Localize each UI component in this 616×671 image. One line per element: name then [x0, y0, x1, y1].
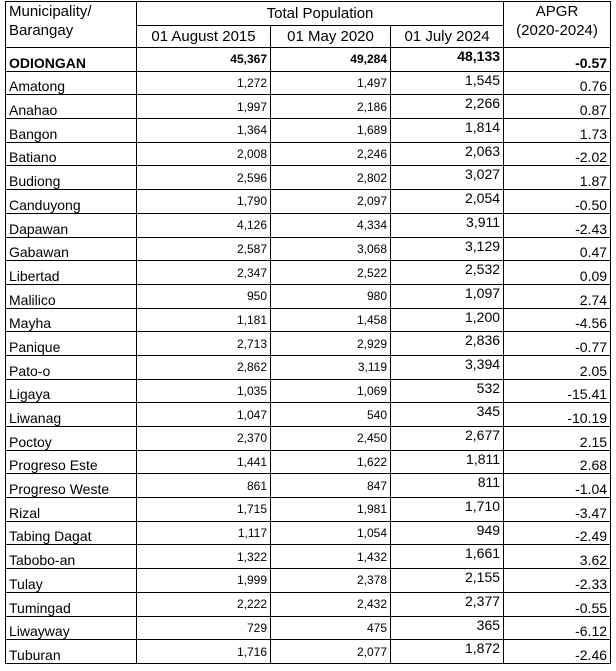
apgr-header [504, 2, 611, 48]
pop-2024-cell: 3,027 [391, 166, 504, 190]
pop-2020-cell: 2,522 [271, 261, 391, 285]
pop-2015-cell: 2,862 [137, 355, 271, 379]
pop-2015-cell: 729 [137, 616, 271, 640]
apgr-cell: -2.43 [504, 213, 611, 237]
pop-2020-cell: 2,450 [271, 427, 391, 451]
barangay-name: Poctoy [6, 427, 137, 451]
barangay-name: Progreso Este [6, 450, 137, 474]
barangay-name: Dapawan [6, 213, 137, 237]
apgr-cell: -4.56 [504, 308, 611, 332]
apgr-cell: 2.68 [504, 450, 611, 474]
pop-2020-cell: 4,334 [271, 213, 391, 237]
table-row [6, 474, 611, 498]
pop-2024-cell: 532 [391, 379, 504, 403]
table-header [6, 2, 611, 48]
table-body [6, 48, 611, 664]
pop-2020-cell: 2,186 [271, 95, 391, 119]
pop-2020-cell: 1,981 [271, 498, 391, 522]
apgr-cell: -0.50 [504, 190, 611, 214]
apgr-header-line2: (2020-2024) [516, 22, 598, 39]
table-row [6, 521, 611, 545]
pop-2015-cell: 1,716 [137, 640, 271, 664]
pop-2024-cell: 1,545 [391, 71, 504, 95]
pop-2024-cell: 1,200 [391, 308, 504, 332]
apgr-header-line1: APGR [535, 3, 579, 20]
apgr-cell: 3.62 [504, 545, 611, 569]
total-population-header: Total Population [137, 2, 504, 26]
table-row [6, 190, 611, 214]
pop-2015-cell: 1,715 [137, 498, 271, 522]
apgr-cell: 2.74 [504, 284, 611, 308]
apgr-cell: -2.33 [504, 569, 611, 593]
pop-2024-cell: 2,377 [391, 592, 504, 616]
barangay-name: Tulay [6, 569, 137, 593]
table-row [6, 498, 611, 522]
pop-2015-cell: 1,999 [137, 569, 271, 593]
pop-2020-cell: 2,378 [271, 569, 391, 593]
pop-2015-cell: 1,790 [137, 190, 271, 214]
pop-2015-cell: 950 [137, 284, 271, 308]
apgr-cell: -3.47 [504, 498, 611, 522]
barangay-name: Canduyong [6, 190, 137, 214]
pop-2020-cell: 2,246 [271, 142, 391, 166]
pop-2024-cell: 811 [391, 474, 504, 498]
barangay-name: Tabobo-an [6, 545, 137, 569]
pop-2020-cell: 1,622 [271, 450, 391, 474]
apgr-cell: -15.41 [504, 379, 611, 403]
barangay-name: Amatong [6, 71, 137, 95]
barangay-name: Budiong [6, 166, 137, 190]
pop-2024-cell: 2,532 [391, 261, 504, 285]
pop-2015-cell: 1,117 [137, 521, 271, 545]
apgr-cell: 0.09 [504, 261, 611, 285]
pop-2015-cell: 2,587 [137, 237, 271, 261]
barangay-name: Libertad [6, 261, 137, 285]
pop-2020-cell: 1,458 [271, 308, 391, 332]
barangay-name: Pato-o [6, 355, 137, 379]
pop-2015-cell: 2,370 [137, 427, 271, 451]
barangay-name: Liwayway [6, 616, 137, 640]
barangay-name: Tuburan [6, 640, 137, 664]
table-row [6, 71, 611, 95]
barangay-name: Rizal [6, 498, 137, 522]
table-row [6, 213, 611, 237]
pop-2024-cell: 2,063 [391, 142, 504, 166]
pop-2020-cell: 1,497 [271, 71, 391, 95]
pop-2024-cell: 1,814 [391, 119, 504, 143]
pop-2015-cell: 1,441 [137, 450, 271, 474]
pop-2024-cell: 2,677 [391, 427, 504, 451]
table-row [6, 545, 611, 569]
pop-2020-cell: 2,097 [271, 190, 391, 214]
table-row [6, 355, 611, 379]
pop-2020-cell: 2,929 [271, 332, 391, 356]
pop-2024-cell: 3,911 [391, 213, 504, 237]
table-row [6, 640, 611, 664]
barangay-name: Tabing Dagat [6, 521, 137, 545]
barangay-name: Ligaya [6, 379, 137, 403]
population-table [5, 1, 611, 664]
pop-2020-cell: 2,077 [271, 640, 391, 664]
table-row [6, 166, 611, 190]
table-row [6, 379, 611, 403]
barangay-name: Tumingad [6, 592, 137, 616]
apgr-cell: -0.77 [504, 332, 611, 356]
pop-2015-cell: 861 [137, 474, 271, 498]
pop-2020-cell: 1,054 [271, 521, 391, 545]
apgr-cell: 1.73 [504, 119, 611, 143]
apgr-cell: -0.55 [504, 592, 611, 616]
barangay-name: Liwanag [6, 403, 137, 427]
pop-2024-cell: 2,266 [391, 95, 504, 119]
barangay-name: Bangon [6, 119, 137, 143]
summary-pop-2020: 49,284 [271, 48, 391, 72]
table-row [6, 450, 611, 474]
pop-2024-cell: 3,394 [391, 355, 504, 379]
pop-2015-cell: 1,364 [137, 119, 271, 143]
apgr-cell: 0.76 [504, 71, 611, 95]
pop-2015-cell: 1,322 [137, 545, 271, 569]
pop-2024-cell: 3,129 [391, 237, 504, 261]
pop-2015-cell: 1,997 [137, 95, 271, 119]
pop-2020-cell: 847 [271, 474, 391, 498]
apgr-cell: -2.49 [504, 521, 611, 545]
apgr-cell: 1.87 [504, 166, 611, 190]
pop-2015-cell: 2,008 [137, 142, 271, 166]
year-header-2015: 01 August 2015 [137, 26, 271, 48]
municipality-header-line2: Barangay [9, 22, 74, 39]
table-row [6, 308, 611, 332]
pop-2015-cell: 2,713 [137, 332, 271, 356]
apgr-cell: 0.87 [504, 95, 611, 119]
pop-2024-cell: 949 [391, 521, 504, 545]
pop-2015-cell: 1,035 [137, 379, 271, 403]
apgr-cell: -1.04 [504, 474, 611, 498]
apgr-cell: -2.02 [504, 142, 611, 166]
pop-2015-cell: 2,347 [137, 261, 271, 285]
pop-2024-cell: 1,710 [391, 498, 504, 522]
summary-apgr: -0.57 [504, 48, 611, 72]
apgr-cell: -2.46 [504, 640, 611, 664]
apgr-cell: 0.47 [504, 237, 611, 261]
pop-2015-cell: 2,596 [137, 166, 271, 190]
summary-pop-2015: 45,367 [137, 48, 271, 72]
table-row [6, 427, 611, 451]
pop-2024-cell: 2,054 [391, 190, 504, 214]
year-header-2024: 01 July 2024 [391, 26, 504, 48]
pop-2020-cell: 3,068 [271, 237, 391, 261]
table-row [6, 592, 611, 616]
apgr-cell: -10.19 [504, 403, 611, 427]
pop-2020-cell: 980 [271, 284, 391, 308]
apgr-cell: -6.12 [504, 616, 611, 640]
pop-2015-cell: 1,047 [137, 403, 271, 427]
table-row [6, 142, 611, 166]
pop-2024-cell: 1,811 [391, 450, 504, 474]
barangay-name: Mayha [6, 308, 137, 332]
municipality-header-line1: Municipality/ [9, 3, 92, 20]
summary-pop-2024: 48,133 [391, 48, 504, 72]
pop-2024-cell: 2,836 [391, 332, 504, 356]
pop-2024-cell: 345 [391, 403, 504, 427]
pop-2020-cell: 475 [271, 616, 391, 640]
pop-2015-cell: 4,126 [137, 213, 271, 237]
pop-2024-cell: 1,872 [391, 640, 504, 664]
pop-2020-cell: 540 [271, 403, 391, 427]
table-row [6, 332, 611, 356]
barangay-name: Batiano [6, 142, 137, 166]
pop-2020-cell: 3,119 [271, 355, 391, 379]
apgr-cell: 2.05 [504, 355, 611, 379]
apgr-cell: 2.15 [504, 427, 611, 451]
table-row [6, 284, 611, 308]
table-row [6, 237, 611, 261]
pop-2024-cell: 1,661 [391, 545, 504, 569]
municipality-header [6, 2, 137, 48]
pop-2020-cell: 1,069 [271, 379, 391, 403]
barangay-name: Anahao [6, 95, 137, 119]
pop-2015-cell: 1,272 [137, 71, 271, 95]
table-row [6, 403, 611, 427]
pop-2020-cell: 1,689 [271, 119, 391, 143]
table-row [6, 95, 611, 119]
pop-2020-cell: 1,432 [271, 545, 391, 569]
pop-2024-cell: 2,155 [391, 569, 504, 593]
pop-2015-cell: 1,181 [137, 308, 271, 332]
summary-row [6, 48, 611, 72]
pop-2020-cell: 2,802 [271, 166, 391, 190]
table-row [6, 261, 611, 285]
pop-2020-cell: 2,432 [271, 592, 391, 616]
year-header-2020: 01 May 2020 [271, 26, 391, 48]
table-row [6, 119, 611, 143]
barangay-name: Malilico [6, 284, 137, 308]
table-row [6, 569, 611, 593]
table-row [6, 616, 611, 640]
barangay-name: Panique [6, 332, 137, 356]
barangay-name: Progreso Weste [6, 474, 137, 498]
barangay-name: Gabawan [6, 237, 137, 261]
summary-name: ODIONGAN [6, 48, 137, 72]
pop-2024-cell: 1,097 [391, 284, 504, 308]
pop-2024-cell: 365 [391, 616, 504, 640]
pop-2015-cell: 2,222 [137, 592, 271, 616]
